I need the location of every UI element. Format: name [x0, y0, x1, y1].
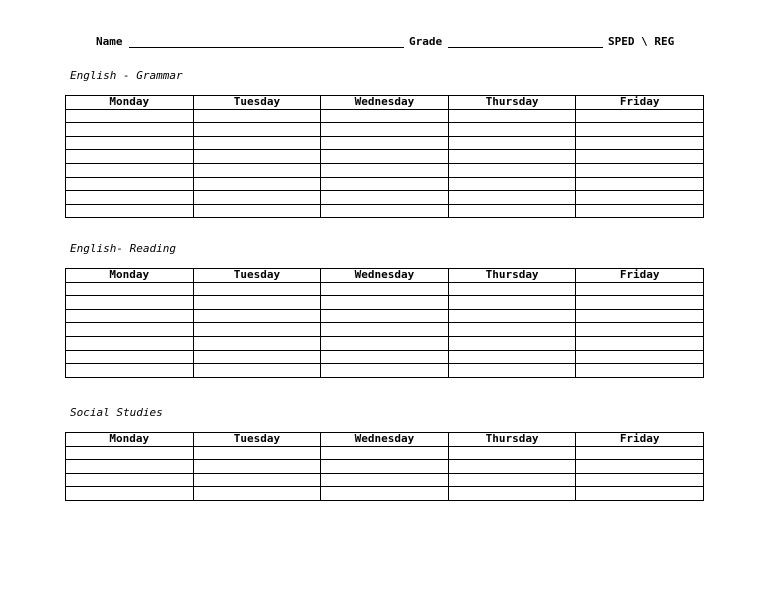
day-header-friday: Friday: [576, 96, 704, 110]
entry-cell-friday[interactable]: [576, 177, 704, 191]
entry-cell-wednesday[interactable]: [321, 323, 449, 337]
entry-cell-monday[interactable]: [66, 191, 194, 205]
day-header-tuesday: Tuesday: [193, 269, 321, 283]
table-row: [66, 282, 704, 296]
entry-cell-wednesday[interactable]: [321, 177, 449, 191]
entry-cell-wednesday[interactable]: [321, 109, 449, 123]
table-row: [66, 460, 704, 474]
entry-cell-monday[interactable]: [66, 364, 194, 378]
day-header-thursday: Thursday: [448, 269, 576, 283]
entry-cell-thursday[interactable]: [448, 123, 576, 137]
entry-cell-monday[interactable]: [66, 123, 194, 137]
entry-cell-monday[interactable]: [66, 487, 194, 501]
social-studies-schedule-table: [65, 432, 704, 501]
entry-cell-friday[interactable]: [576, 309, 704, 323]
table-header-row: [66, 433, 704, 447]
entry-cell-friday[interactable]: [576, 460, 704, 474]
entry-cell-thursday[interactable]: [448, 364, 576, 378]
entry-cell-thursday[interactable]: [448, 323, 576, 337]
name-label: Name: [96, 35, 123, 48]
entry-cell-thursday[interactable]: [448, 150, 576, 164]
entry-cell-friday[interactable]: [576, 136, 704, 150]
day-header-monday: Monday: [66, 269, 194, 283]
entry-cell-wednesday[interactable]: [321, 123, 449, 137]
entry-cell-thursday[interactable]: [448, 487, 576, 501]
entry-cell-tuesday[interactable]: [193, 163, 321, 177]
day-header-wednesday: Wednesday: [321, 269, 449, 283]
day-header-friday: Friday: [576, 433, 704, 447]
section-title-social-studies: Social Studies: [70, 406, 163, 419]
grammar-schedule-table: [65, 95, 704, 218]
entry-cell-friday[interactable]: [576, 350, 704, 364]
entry-cell-friday[interactable]: [576, 473, 704, 487]
entry-cell-friday[interactable]: [576, 150, 704, 164]
entry-cell-thursday[interactable]: [448, 296, 576, 310]
entry-cell-wednesday[interactable]: [321, 296, 449, 310]
entry-cell-wednesday[interactable]: [321, 336, 449, 350]
entry-cell-thursday[interactable]: [448, 109, 576, 123]
entry-cell-friday[interactable]: [576, 323, 704, 337]
entry-cell-tuesday[interactable]: [193, 323, 321, 337]
table-row: [66, 109, 704, 123]
entry-cell-tuesday[interactable]: [193, 364, 321, 378]
entry-cell-monday[interactable]: [66, 309, 194, 323]
entry-cell-tuesday[interactable]: [193, 136, 321, 150]
entry-cell-thursday[interactable]: [448, 473, 576, 487]
entry-cell-thursday[interactable]: [448, 460, 576, 474]
entry-cell-monday[interactable]: [66, 446, 194, 460]
entry-cell-monday[interactable]: [66, 336, 194, 350]
student-info-header: [96, 35, 686, 49]
entry-cell-tuesday[interactable]: [193, 204, 321, 218]
day-header-wednesday: Wednesday: [321, 96, 449, 110]
day-header-friday: Friday: [576, 269, 704, 283]
table-row: [66, 336, 704, 350]
entry-cell-monday[interactable]: [66, 163, 194, 177]
entry-cell-thursday[interactable]: [448, 163, 576, 177]
entry-cell-wednesday[interactable]: [321, 163, 449, 177]
sped-reg-label: SPED \ REG: [608, 35, 675, 48]
entry-cell-friday[interactable]: [576, 282, 704, 296]
day-header-tuesday: Tuesday: [193, 433, 321, 447]
entry-cell-wednesday[interactable]: [321, 191, 449, 205]
entry-cell-tuesday[interactable]: [193, 336, 321, 350]
day-header-monday: Monday: [66, 433, 194, 447]
entry-cell-tuesday[interactable]: [193, 109, 321, 123]
entry-cell-tuesday[interactable]: [193, 309, 321, 323]
entry-cell-thursday[interactable]: [448, 282, 576, 296]
entry-cell-monday[interactable]: [66, 204, 194, 218]
entry-cell-friday[interactable]: [576, 296, 704, 310]
table-row: [66, 150, 704, 164]
day-header-thursday: Thursday: [448, 96, 576, 110]
entry-cell-tuesday[interactable]: [193, 150, 321, 164]
table-row: [66, 473, 704, 487]
table-row: [66, 364, 704, 378]
entry-cell-tuesday[interactable]: [193, 473, 321, 487]
entry-cell-monday[interactable]: [66, 282, 194, 296]
table-row: [66, 123, 704, 137]
entry-cell-thursday[interactable]: [448, 204, 576, 218]
table-row: [66, 204, 704, 218]
grade-field[interactable]: [448, 47, 603, 48]
entry-cell-wednesday[interactable]: [321, 350, 449, 364]
entry-cell-thursday[interactable]: [448, 177, 576, 191]
entry-cell-friday[interactable]: [576, 204, 704, 218]
entry-cell-friday[interactable]: [576, 163, 704, 177]
entry-cell-friday[interactable]: [576, 123, 704, 137]
entry-cell-monday[interactable]: [66, 136, 194, 150]
table-row: [66, 191, 704, 205]
entry-cell-wednesday[interactable]: [321, 446, 449, 460]
table-header-row: [66, 96, 704, 110]
day-header-tuesday: Tuesday: [193, 96, 321, 110]
table-row: [66, 323, 704, 337]
table-row: [66, 177, 704, 191]
entry-cell-friday[interactable]: [576, 109, 704, 123]
entry-cell-tuesday[interactable]: [193, 177, 321, 191]
entry-cell-wednesday[interactable]: [321, 150, 449, 164]
entry-cell-tuesday[interactable]: [193, 460, 321, 474]
entry-cell-tuesday[interactable]: [193, 123, 321, 137]
entry-cell-friday[interactable]: [576, 446, 704, 460]
entry-cell-tuesday[interactable]: [193, 282, 321, 296]
entry-cell-wednesday[interactable]: [321, 309, 449, 323]
table-row: [66, 296, 704, 310]
entry-cell-friday[interactable]: [576, 336, 704, 350]
entry-cell-thursday[interactable]: [448, 336, 576, 350]
entry-cell-monday[interactable]: [66, 296, 194, 310]
reading-schedule-table: [65, 268, 704, 378]
table-row: [66, 487, 704, 501]
day-header-monday: Monday: [66, 96, 194, 110]
section-title-grammar: English - Grammar: [70, 69, 183, 82]
table-row: [66, 350, 704, 364]
entry-cell-tuesday[interactable]: [193, 487, 321, 501]
entry-cell-monday[interactable]: [66, 177, 194, 191]
entry-cell-friday[interactable]: [576, 191, 704, 205]
name-field[interactable]: [129, 47, 404, 48]
entry-cell-tuesday[interactable]: [193, 350, 321, 364]
entry-cell-thursday[interactable]: [448, 309, 576, 323]
grade-label: Grade: [409, 35, 443, 48]
entry-cell-wednesday[interactable]: [321, 364, 449, 378]
entry-cell-tuesday[interactable]: [193, 446, 321, 460]
day-header-thursday: Thursday: [448, 433, 576, 447]
entry-cell-tuesday[interactable]: [193, 191, 321, 205]
entry-cell-friday[interactable]: [576, 364, 704, 378]
entry-cell-monday[interactable]: [66, 109, 194, 123]
table-row: [66, 309, 704, 323]
entry-cell-wednesday[interactable]: [321, 204, 449, 218]
entry-cell-monday[interactable]: [66, 323, 194, 337]
entry-cell-wednesday[interactable]: [321, 136, 449, 150]
entry-cell-monday[interactable]: [66, 460, 194, 474]
table-row: [66, 446, 704, 460]
section-title-reading: English- Reading: [70, 242, 176, 255]
entry-cell-monday[interactable]: [66, 350, 194, 364]
entry-cell-tuesday[interactable]: [193, 296, 321, 310]
table-row: [66, 136, 704, 150]
entry-cell-monday[interactable]: [66, 473, 194, 487]
entry-cell-wednesday[interactable]: [321, 282, 449, 296]
entry-cell-monday[interactable]: [66, 150, 194, 164]
entry-cell-thursday[interactable]: [448, 446, 576, 460]
entry-cell-wednesday[interactable]: [321, 460, 449, 474]
entry-cell-thursday[interactable]: [448, 191, 576, 205]
entry-cell-thursday[interactable]: [448, 350, 576, 364]
entry-cell-wednesday[interactable]: [321, 473, 449, 487]
day-header-wednesday: Wednesday: [321, 433, 449, 447]
table-row: [66, 163, 704, 177]
entry-cell-friday[interactable]: [576, 487, 704, 501]
table-header-row: [66, 269, 704, 283]
entry-cell-thursday[interactable]: [448, 136, 576, 150]
entry-cell-wednesday[interactable]: [321, 487, 449, 501]
